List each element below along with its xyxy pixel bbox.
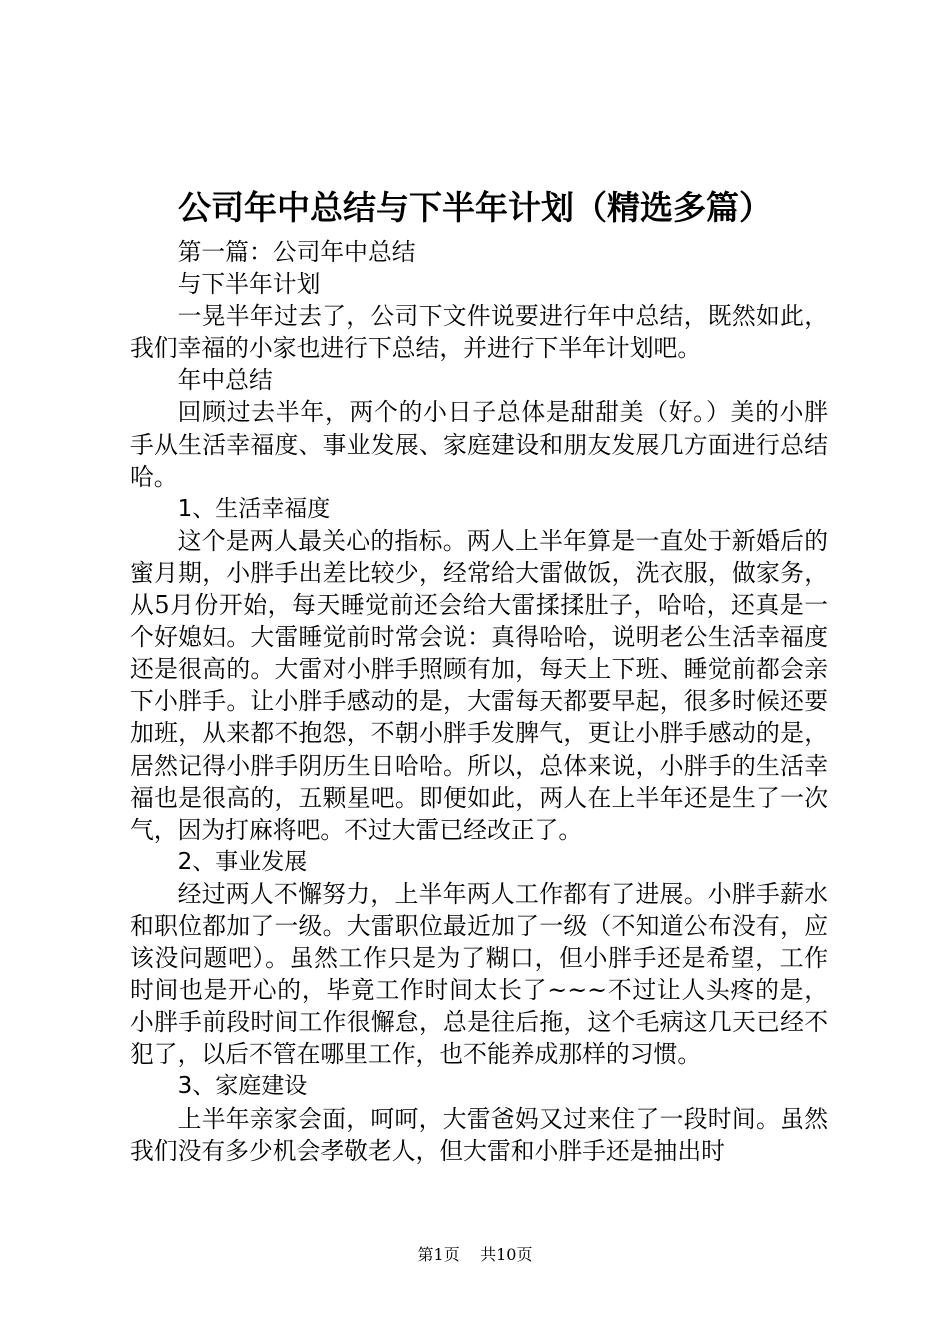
page-number: 第1页 <box>417 1245 460 1264</box>
page-total: 共10页 <box>480 1245 533 1264</box>
section-heading: 3、家庭建设 <box>177 1073 308 1100</box>
page-footer <box>0 1244 950 1266</box>
paragraph: 上半年亲家会面，呵呵，大雷爸妈又过来住了一段时间。虽然我们没有多少机会孝敬老人，但大雷和小胖手还是抽出时 <box>130 1104 828 1165</box>
paragraph: 第一篇：公司年中总结 <box>177 238 416 266</box>
section-heading: 1、生活幸福度 <box>177 495 331 522</box>
paragraph: 与下半年计划 <box>177 270 321 299</box>
paragraph: 年中总结 <box>177 366 273 395</box>
paragraph: 一晃半年过去了，公司下文件说要进行年中总结，既然如此，我们幸福的小家也进行下总结，并进行下半年计划吧。 <box>130 302 828 363</box>
document-title: 公司年中总结与下半年计划（精选多篇） <box>178 188 772 227</box>
page-separator <box>465 1245 475 1264</box>
section-heading: 2、事业发展 <box>177 848 308 875</box>
paragraph: 经过两人不懈努力，上半年两人工作都有了进展。小胖手薪水和职位都加了一级。大雷职位最近加了一级（不知道公布没有，应该没问题吧）。虽然工作只是为了糊口，但小胖手还是希望，工作时间也是开心的，毕竟工作时间太长了~~~不过让人头疼的是，小胖手前段时间工作很懈怠，总是往后拖，这个毛病这几天已经不犯了，以后不管在哪里工作，也不能养成那样的习惯。 <box>130 879 828 1069</box>
paragraph: 这个是两人最关心的指标。两人上半年算是一直处于新婚后的蜜月期，小胖手出差比较少，经常给大雷做饭，洗衣服，做家务，从5月份开始，每天睡觉前还会给大雷揉揉肚子，哈哈，还真是一个好媳妇。大雷睡觉前时常会说：真得哈哈，说明老公生活幸福度还是很高的。大雷对小胖手照顾有加，每天上下班、睡觉前都会亲下小胖手。让小胖手感动的是，大雷每天都要早起，很多时候还要加班，从来都不抱怨，不朝小胖手发脾气，更让小胖手感动的是，居然记得小胖手阴历生日哈哈。所以，总体来说，小胖手的生活幸福也是很高的，五颗星吧。即便如此，两人在上半年还是生了一次气，因为打麻将吧。不过大雷已经改正了。 <box>130 526 828 844</box>
document-body <box>130 236 828 1167</box>
paragraph: 回顾过去半年，两个的小日子总体是甜甜美（好。）美的小胖手从生活幸福度、事业发展、家庭建设和朋友发展几方面进行总结哈。 <box>130 398 828 491</box>
